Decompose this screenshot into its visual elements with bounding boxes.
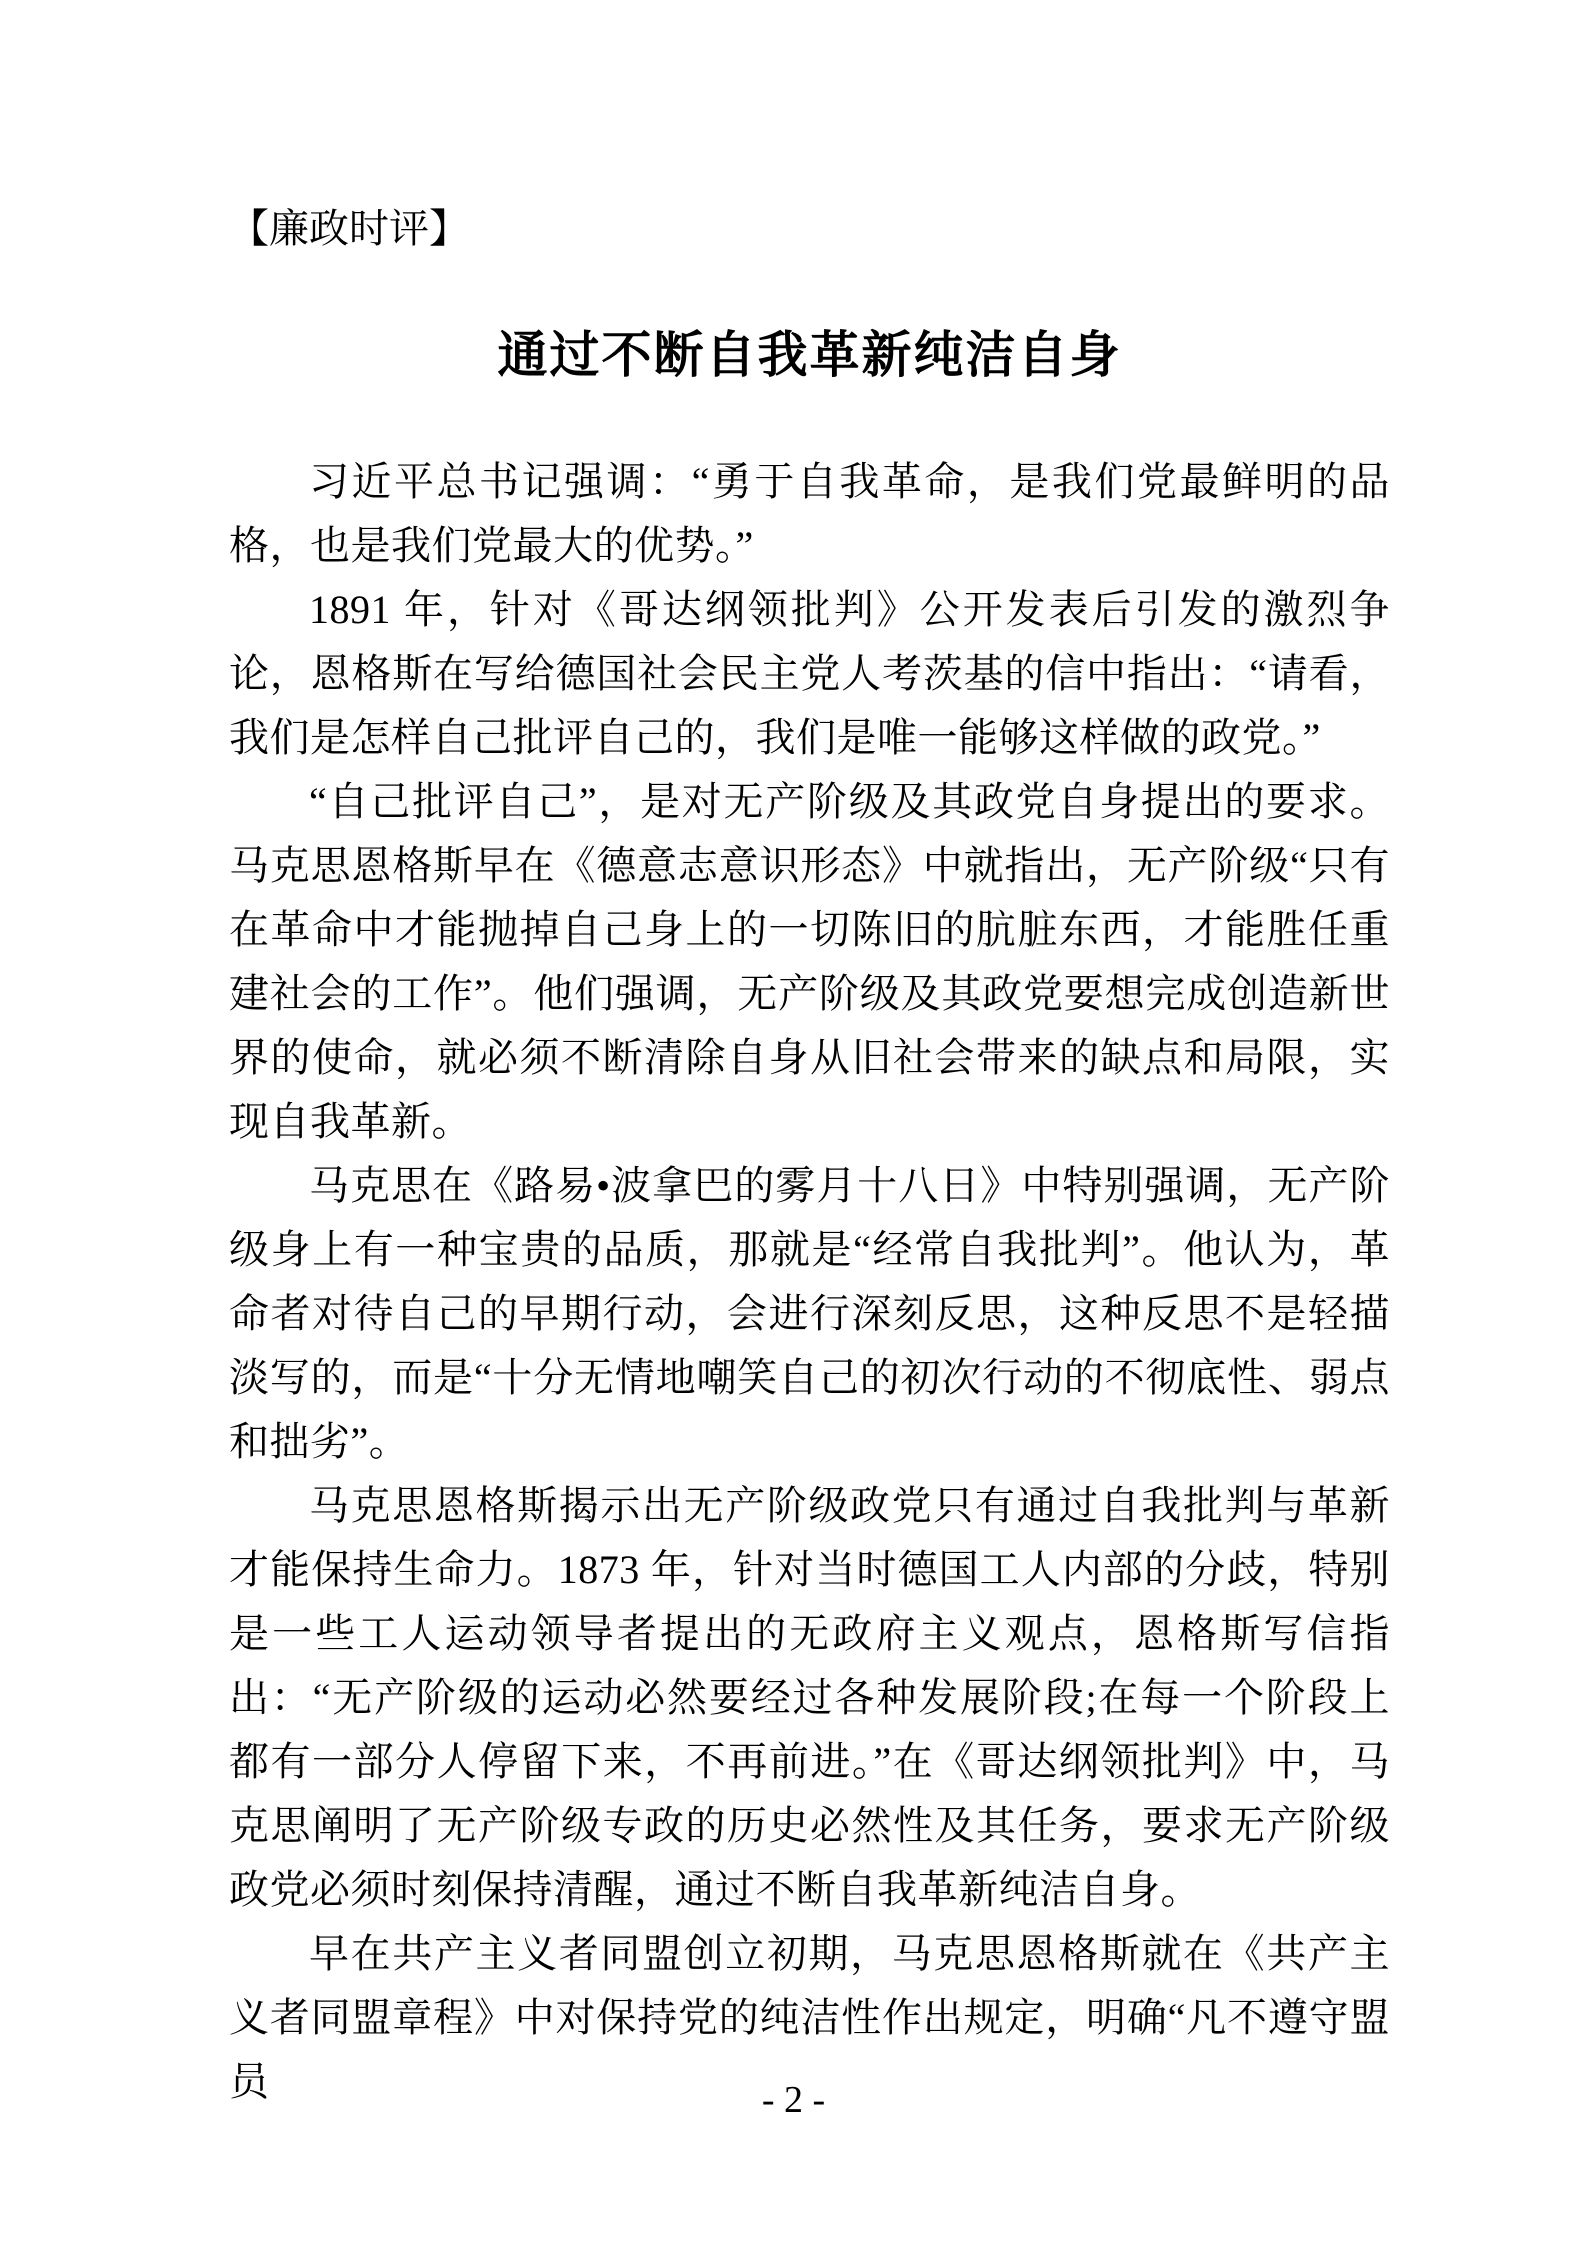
body-paragraph-6: 早在共产主义者同盟创立初期，马克思恩格斯就在《共产主义者同盟章程》中对保持党的纯洁性作出规定，明确“凡不遵守盟员: [229, 1931, 1390, 2104]
body-paragraph-1: 习近平总书记强调：“勇于自我革命，是我们党最鲜明的品格，也是我们党最大的优势。”: [229, 459, 1390, 568]
body-paragraph-2: 1891 年，针对《哥达纲领批判》公开发表后引发的激烈争论，恩格斯在写给德国社会民主党人考茨基的信中指出：“请看，我们是怎样自己批评自己的，我们是唯一能够这样做的政党。”: [229, 587, 1390, 760]
section-header: 【廉政时评】: [229, 206, 469, 251]
page-title: 通过不断自我革新纯洁自身: [497, 327, 1122, 383]
page-number: - 2 -: [761, 2079, 826, 2121]
body-paragraph-4: 马克思在《路易•波拿巴的雾月十八日》中特别强调，无产阶级身上有一种宝贵的品质，那就是“经常自我批判”。他认为，革命者对待自己的早期行动，会进行深刻反思，这种反思不是轻描淡写的，而是“十分无情地嘲笑自己的初次行动的不彻底性、弱点和拙劣”。: [229, 1163, 1390, 1464]
body-paragraph-3: “自己批评自己”，是对无产阶级及其政党自身提出的要求。马克思恩格斯早在《德意志意识形态》中就指出，无产阶级“只有在革命中才能抛掉自己身上的一切陈旧的肮脏东西，才能胜任重建社会的工作”。他们强调，无产阶级及其政党要想完成创造新世界的使命，就必须不断清除自身从旧社会带来的缺点和局限，实现自我革新。: [229, 779, 1390, 1144]
body-paragraph-5: 马克思恩格斯揭示出无产阶级政党只有通过自我批判与革新才能保持生命力。1873 年，针对当时德国工人内部的分歧，特别是一些工人运动领导者提出的无政府主义观点，恩格斯写信指出：“无产阶级的运动必然要经过各种发展阶段;在每一个阶段上都有一部分人停留下来，不再前进。”在《哥达纲领批判》中，马克思阐明了无产阶级专政的历史必然性及其任务，要求无产阶级政党必须时刻保持清醒，通过不断自我革新纯洁自身。: [229, 1483, 1390, 1912]
